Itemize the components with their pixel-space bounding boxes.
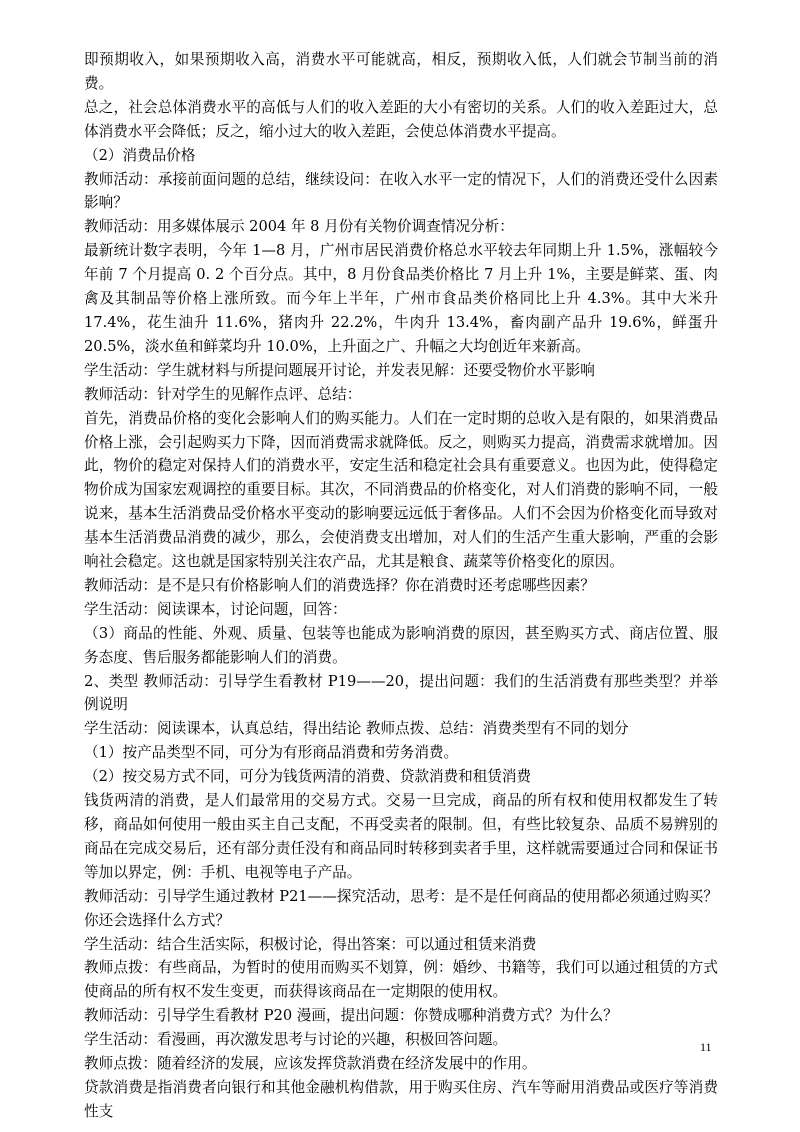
- paragraph: 即预期收入，如果预期收入高，消费水平可能就高，相反，预期收入低，人们就会节制当前的消费。: [84, 51, 718, 92]
- paragraph: 教师活动：是不是只有价格影响人们的消费选择？你在消费时还考虑哪些因素？: [84, 576, 595, 594]
- paragraph: 首先，消费品价格的变化会影响人们的购买能力。人们在一定时期的总收入是有限的，如果消费品价格上涨，会引起购买力下降，因而消费需求就降低。反之，则购买力提高，消费需求就增加。因此，物价的稳定对保持人们的消费水平，安定生活和稳定社会具有重要意义。也因为此，使得稳定物价成为国家宏观调控的重要目标。其次，不同消费品的价格变化，对人们消费的影响不同，一般说来，基本生活消费品受价格水平变动的影响要远远低于奢侈品。人们不会因为价格变化而导致对基本生活消费品消费的减少，那么，会使消费支出增加，对人们的生活产生重大影响，严重的会影响社会稳定。这也就是国家特别关注农产品，尤其是粮食、蔬菜等价格变化的原因。: [84, 409, 718, 571]
- paragraph: 2、类型 教师活动：引导学生看教材 P19——20，提出问题：我们的生活消费有那些类型？并举例说明: [84, 672, 718, 714]
- paragraph: 总之，社会总体消费水平的高低与人们的收入差距的大小有密切的关系。人们的收入差距过大，总体消费水平会降低；反之，缩小过大的收入差距，会使总体消费水平提高。: [84, 98, 718, 140]
- paragraph: （1）按产品类型不同，可分为有形商品消费和劳务消费。: [84, 744, 459, 762]
- paragraph: （2）按交易方式不同，可分为钱货两清的消费、贷款消费和租赁消费: [84, 768, 532, 786]
- paragraph: 教师点拨：有些商品，为暂时的使用而购买不划算，例：婚纱、书籍等，我们可以通过租赁的方式使商品的所有权不发生变更，而获得该商品在一定期限的使用权。: [84, 959, 718, 1001]
- document-body: [84, 48, 718, 1124]
- paragraph: 学生活动：阅读课本，认真总结，得出结论 教师点拨、总结：消费类型有不同的划分: [84, 720, 629, 738]
- paragraph: 教师活动：用多媒体展示 2004 年 8 月份有关物价调查情况分析：: [84, 218, 514, 236]
- paragraph: 教师点拨：随着经济的发展，应该发挥贷款消费在经济发展中的作用。: [84, 1055, 537, 1073]
- paragraph: 教师活动：承接前面问题的总结，继续设问：在收入水平一定的情况下，人们的消费还受什么因素影响？: [84, 170, 718, 212]
- paragraph: 学生活动：看漫画，再次激发思考与讨论的兴趣，积极回答问题。: [84, 1031, 508, 1049]
- paragraph: 学生活动：结合生活实际，积极讨论，得出答案：可以通过租赁来消费: [84, 935, 537, 953]
- paragraph: 学生活动：阅读课本，讨论问题，回答：: [84, 600, 347, 618]
- paragraph: （2）消费品价格: [84, 146, 196, 164]
- paragraph: 贷款消费是指消费者向银行和其他金融机构借款，用于购买住房、汽车等耐用消费品或医疗等消费性支: [84, 1078, 718, 1120]
- paragraph: （3）商品的性能、外观、质量、包装等也能成为影响消费的原因，甚至购买方式、商店位置、服务态度、售后服务都能影响人们的消费。: [84, 624, 718, 666]
- paragraph: 教师活动：引导学生看教材 P20 漫画，提出问题：你赞成哪种消费方式？为什么？: [84, 1007, 618, 1025]
- paragraph: 学生活动：学生就材料与所提问题展开讨论，并发表见解：还要受物价水平影响: [84, 361, 595, 379]
- paragraph: 钱货两清的消费，是人们最常用的交易方式。交易一旦完成，商品的所有权和使用权都发生了转移，商品如何使用一般由买主自己支配，不再受卖者的限制。但，有些比较复杂、品质不易辨别的商品在完成交易后，还有部分责任没有和商品同时转移到卖者手里，这样就需要通过合同和保证书等加以界定，例：手机、电视等电子产品。: [84, 792, 718, 881]
- page-number: 11: [700, 1040, 712, 1054]
- paragraph: 教师活动：针对学生的见解作点评、总结：: [84, 385, 362, 403]
- paragraph: 最新统计数字表明，今年 1—8 月，广州市居民消费价格总水平较去年同期上升 1.5%，涨幅较今年前 7 个月提高 0. 2 个百分点。其中，8 月份食品类价格比 7 月上升 1%，主要是鲜菜、蛋、肉禽及其制品等价格上涨所致。而今年上半年，广州市食品类价格同比上升 4.3%。其中大米升 17.4%，花生油升 11.6%，猪肉升 22.2%，牛肉升 13.4%，畜肉副产品升 19.6%，鲜蛋升 20.5%，淡水鱼和鲜菜均升 10.0%，上升面之广、升幅之大均创近年来新高。: [84, 242, 718, 355]
- paragraph: 教师活动：引导学生通过教材 P21——探究活动，思考：是不是任何商品的使用都必须通过购买？你还会选择什么方式？: [84, 887, 718, 929]
